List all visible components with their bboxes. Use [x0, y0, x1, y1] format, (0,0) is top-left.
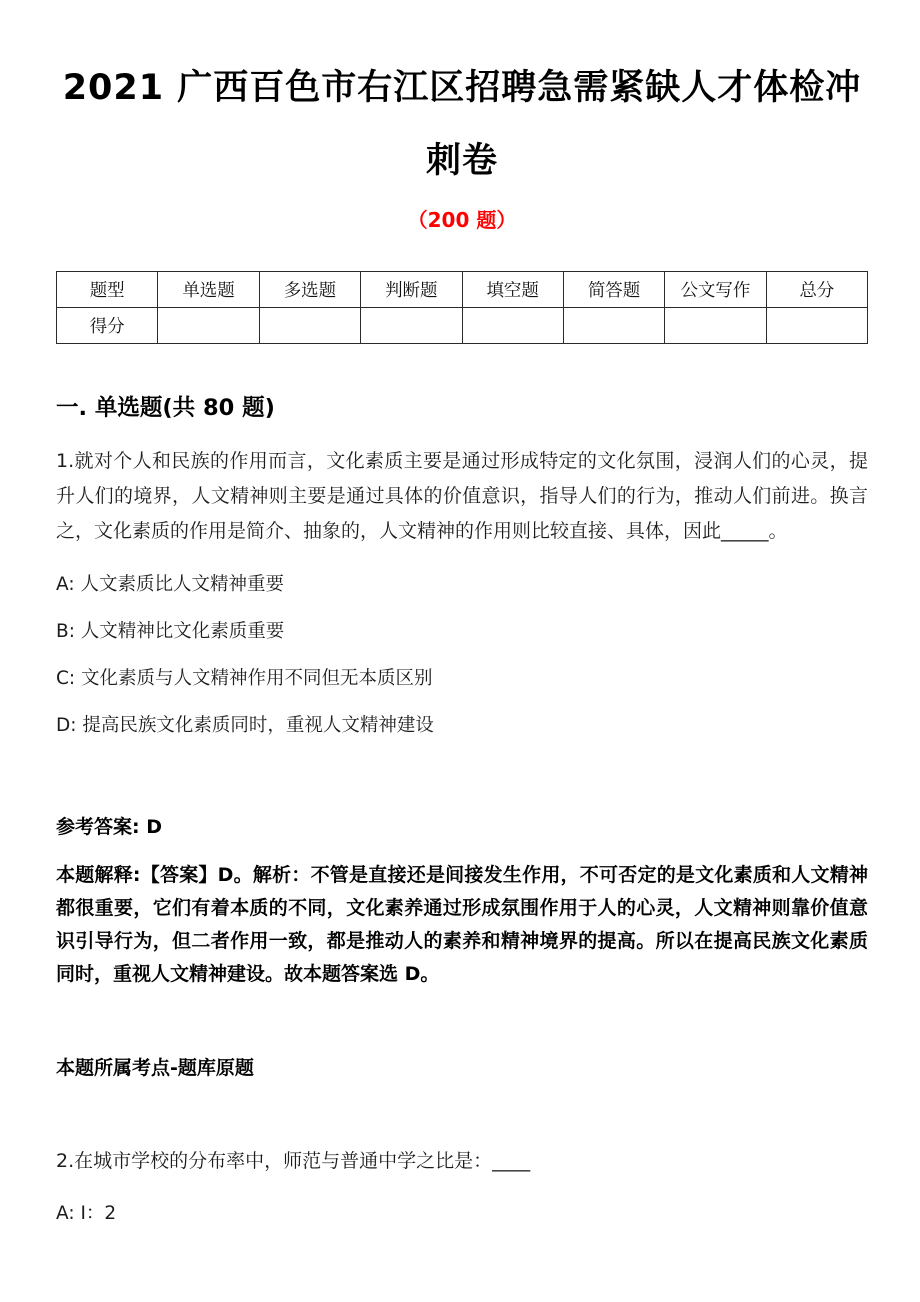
section-heading: 一. 单选题(共 80 题) — [56, 395, 275, 421]
score-cell-empty — [158, 308, 259, 344]
score-table-header-row — [57, 272, 868, 308]
question-1-option-a: A: 人文素质比人文精神重要 — [56, 574, 284, 595]
score-table-header-cell: 公文写作 — [665, 272, 766, 308]
score-cell-empty — [563, 308, 664, 344]
score-cell-empty — [766, 308, 867, 344]
score-table-header-cell: 单选题 — [158, 272, 259, 308]
question-1-text: 1.就对个人和民族的作用而言，文化素质主要是通过形成特定的文化氛围，浸润人们的心灵，提升人们的境界，人文精神则主要是通过具体的价值意识，指导人们的行为，推动人们前进。换言之，文化素质的作用是简介、抽象的，人文精神的作用则比较直接、具体，因此_____。 — [56, 450, 868, 542]
question-count-badge: （200 题） — [407, 208, 517, 232]
page-title-line-2: 刺卷 — [425, 141, 498, 181]
score-table-header-cell: 总分 — [766, 272, 867, 308]
score-row-label: 得分 — [57, 308, 158, 344]
question-1-option-d: D: 提高民族文化素质同时，重视人文精神建设 — [56, 715, 434, 736]
score-table-header-cell: 题型 — [57, 272, 158, 308]
score-cell-empty — [665, 308, 766, 344]
score-table-header-cell: 判断题 — [361, 272, 462, 308]
question-1-option-b: B: 人文精神比文化素质重要 — [56, 621, 285, 642]
score-table-header-cell: 简答题 — [563, 272, 664, 308]
score-table-score-row — [57, 308, 868, 344]
score-cell-empty — [259, 308, 360, 344]
question-1-knowledge-point: 本题所属考点-题库原题 — [56, 1057, 254, 1079]
score-table — [56, 271, 868, 344]
page-title — [56, 0, 868, 198]
score-table-header-cell: 填空题 — [462, 272, 563, 308]
question-1-options — [56, 573, 868, 738]
page-title-line-1: 2021 广西百色市右江区招聘急需紧缺人才体检冲 — [62, 68, 862, 108]
question-1-option-c: C: 文化素质与人文精神作用不同但无本质区别 — [56, 668, 433, 689]
question-1-reference-answer: 参考答案: D — [56, 816, 162, 838]
score-table-header-cell: 多选题 — [259, 272, 360, 308]
score-cell-empty — [462, 308, 563, 344]
question-1-explanation: 本题解释:【答案】D。解析：不管是直接还是间接发生作用，不可否定的是文化素质和人文精神都很重要，它们有着本质的不同，文化素养通过形成氛围作用于人的心灵，人文精神则靠价值意识引导行为，但二者作用一致，都是推动人的素养和精神境界的提高。所以在提高民族文化素质同时，重视人文精神建设。故本题答案选 D。 — [56, 864, 868, 985]
question-2-text: 2.在城市学校的分布率中，师范与普通中学之比是：____ — [56, 1150, 531, 1172]
score-cell-empty — [361, 308, 462, 344]
question-2-option-a: A: I：2 — [56, 1203, 117, 1224]
